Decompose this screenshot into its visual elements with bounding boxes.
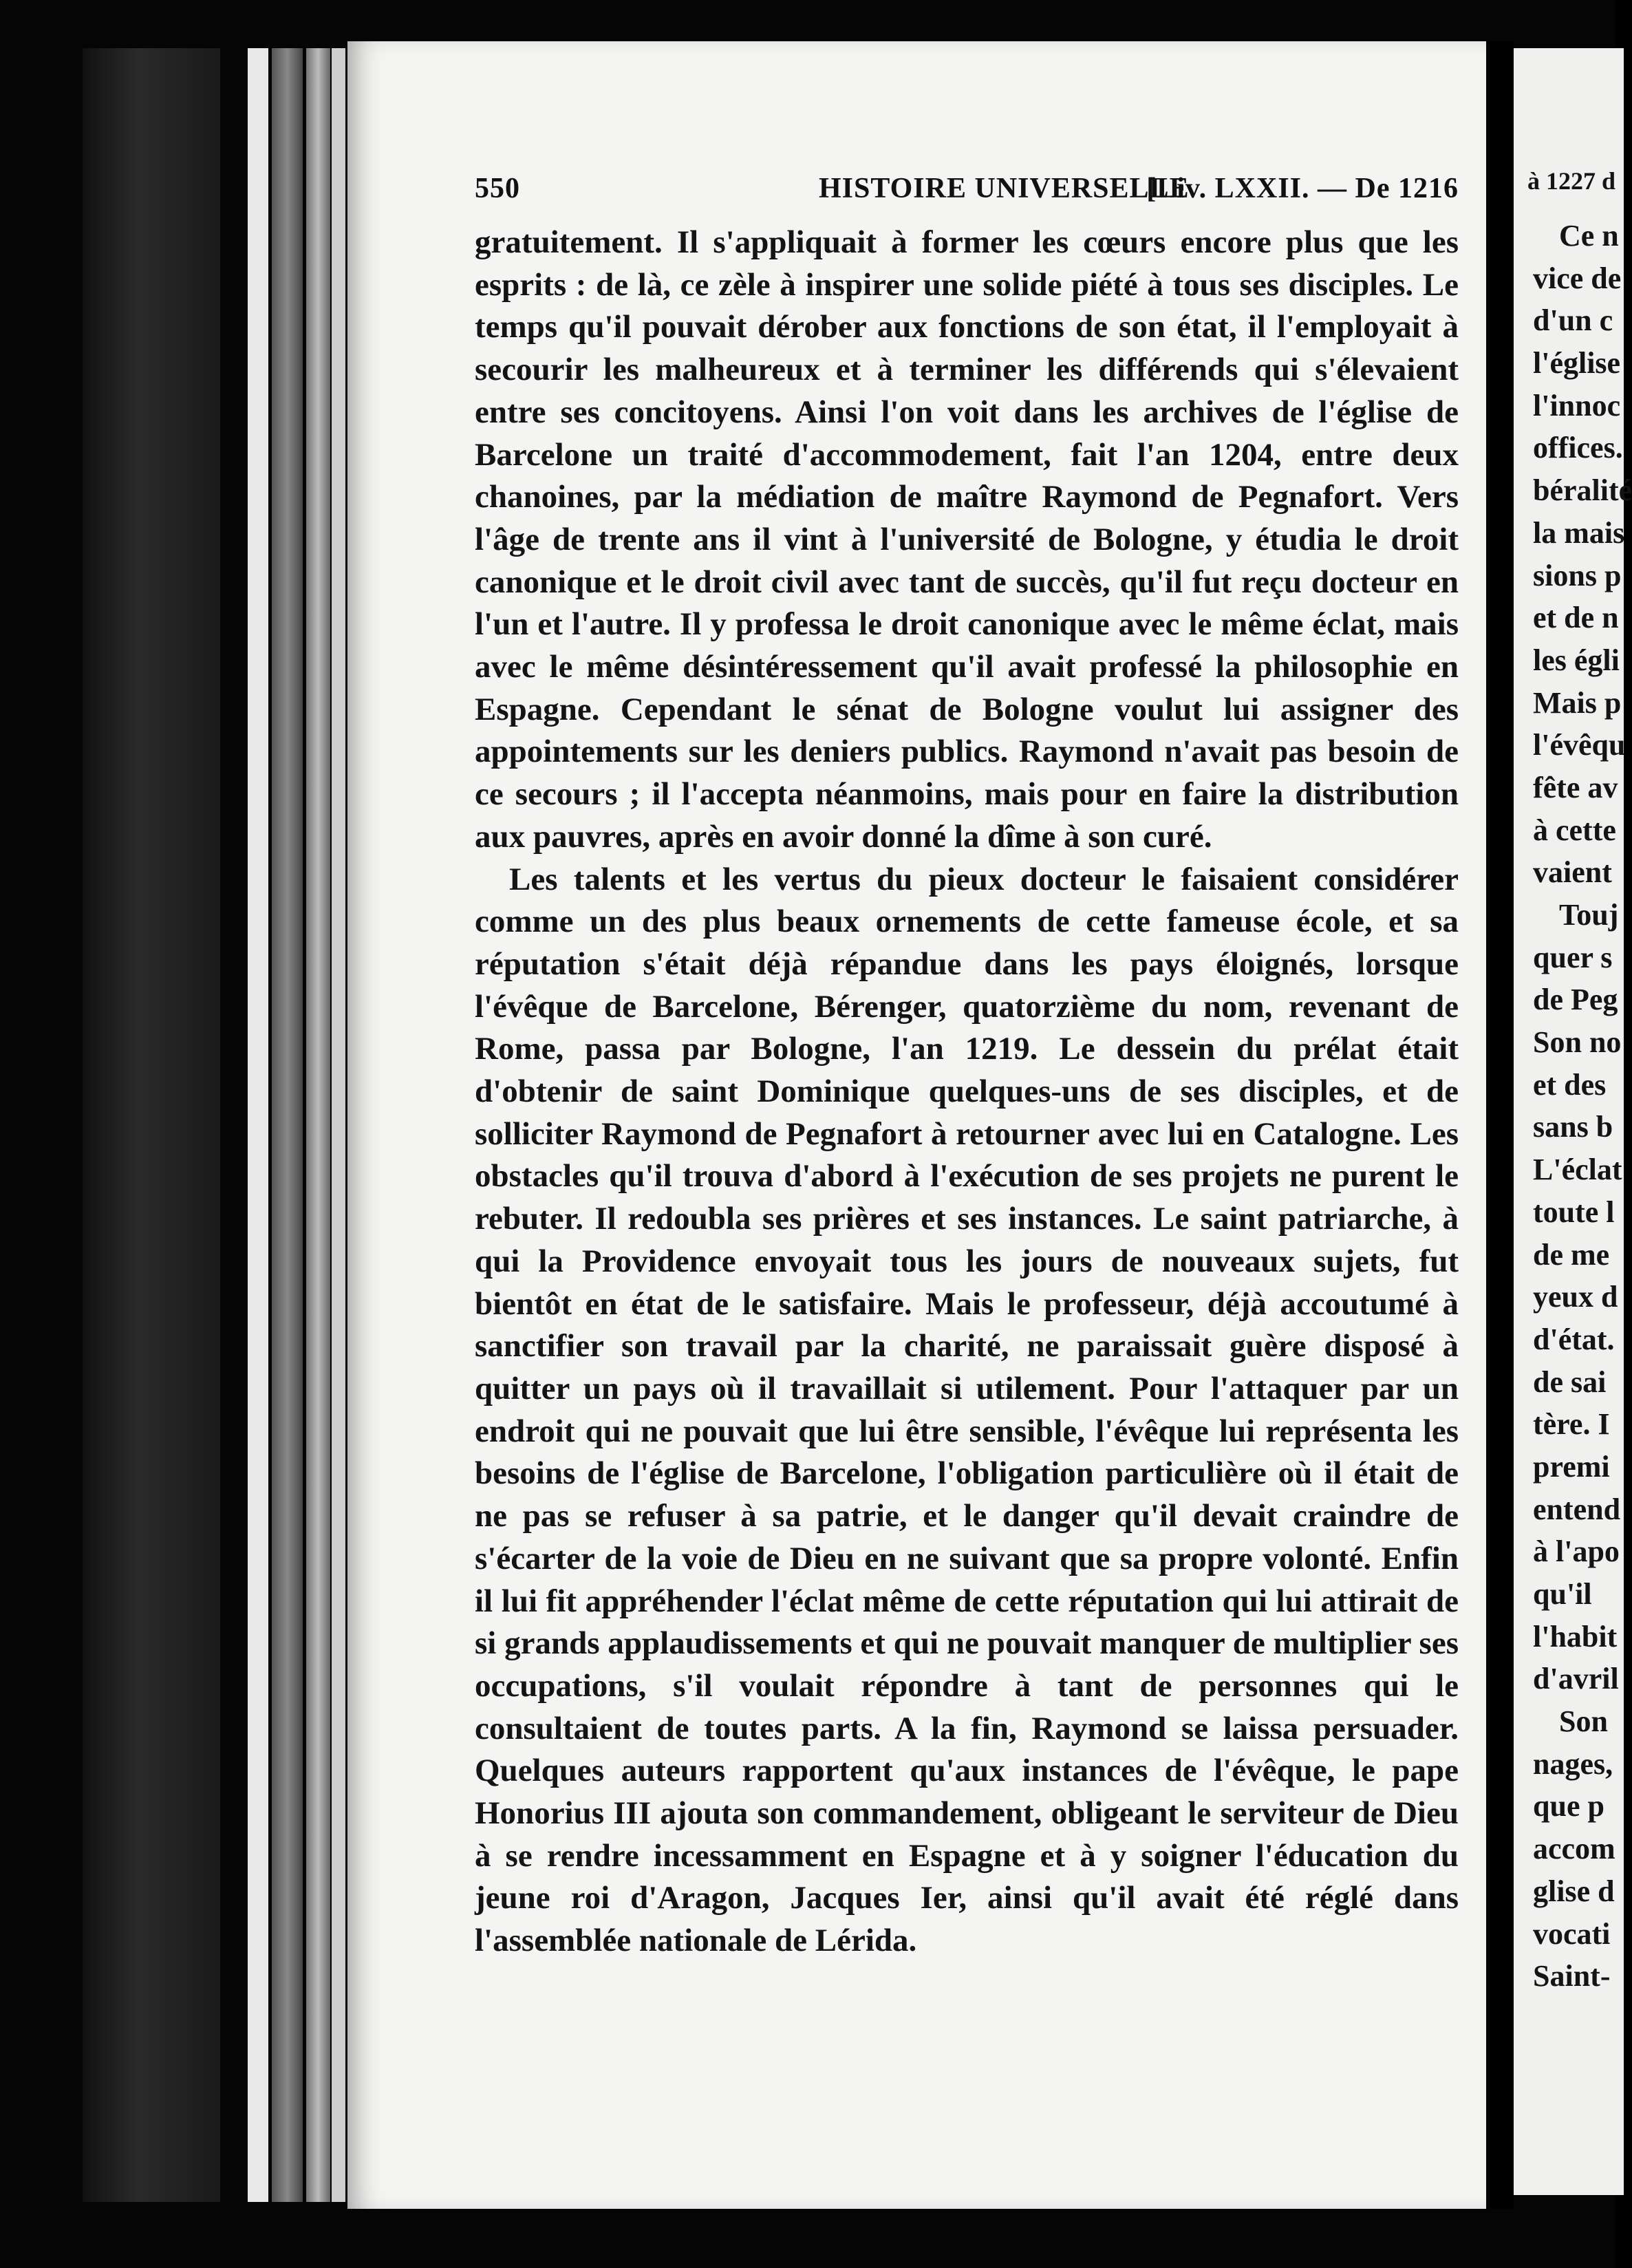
right-page-line: Son no [1533,1025,1622,1060]
page-number: 550 [475,173,520,204]
running-title: HISTOIRE UNIVERSELLE [819,173,1190,204]
right-page-line: de me [1533,1237,1610,1272]
right-page-line: sions p [1533,558,1622,592]
right-page-line: fête av [1533,770,1618,804]
right-page-header: à 1227 d [1527,167,1616,195]
right-page-line: l'église [1533,346,1621,381]
right-page-fragment [1514,48,1632,2195]
page-edge-stripe [306,48,330,2202]
paragraph: Les talents et les vertus du pieux docteur le faisaient considérer comme un des plus beaux ornements de cette fameuse école, et sa réputation s'était déjà répandue dans les pays éloignés, lorsque l'évêque de Barcelone, Bérenger, quatorzième du nom, revenant de Rome, passa par Bologne, l'an 1219. Le dessein du prélat était d'obtenir de saint Dominique quelques-uns de ses disciples, et de solliciter Raymond de Pegnafort à retourner avec lui en Catalogne. Les obstacles qu'il trouva d'abord à l'exécution de ses projets ne purent le rebuter. Il redoubla ses prières et ses instances. Le saint patriarche, à qui la Providence envoyait tous les jours de nouveaux sujets, fut bientôt en état de le satisfaire. Mais le professeur, déjà accoutumé à sanctifier son travail par la charité, ne paraissait guère disposé à quitter un pays où il travaillait si utilement. Pour l'attaquer par un endroit qui ne pouvait que lui être sensible, l'évêque lui représenta les besoins de l'église de Barcelone, l'obligation particulière où il était de ne pas se refuser à sa patrie, et le danger qu'il devait craindre de s'écarter de la voie de Dieu en ne suivant que sa propre volonté. Enfin il lui fit appréhender l'éclat même de cette réputation qui lui attirait de si grands applaudissements et qui ne pouvait manquer de multiplier ses occupations, s'il voulait répondre à tant de personnes qui le consultaient de toutes parts. A la fin, Raymond se laissa persuader. Quelques auteurs rapportent qu'aux instances de l'évêque, le pape Honorius III ajouta son commandement, obligeant le serviteur de Dieu à se rendre incessamment en Espagne et à y soigner l'éducation du jeune roi d'Aragon, Jacques Ier, ainsi qu'il avait été réglé dans l'assemblée nationale de Lérida. [475,861,1459,1959]
right-page-line: sans b [1533,1110,1613,1144]
right-page-line: vocati [1533,1916,1611,1951]
right-page-line: d'avril [1533,1662,1619,1696]
right-page-line: L'éclat [1533,1153,1622,1187]
right-page-line: yeux d [1533,1280,1618,1314]
page-edge-stripe [272,48,303,2202]
right-page-line: qu'il [1533,1577,1592,1611]
right-page-line: Son [1559,1704,1608,1739]
right-page-line: premi [1533,1449,1610,1484]
right-page-line: l'évêqu [1533,728,1626,762]
paragraph: gratuitement. Il s'appliquait à former les cœurs encore plus que les esprits : de là, ce zèle à inspirer une solide piété à tous ses disciples. Le temps qu'il pouvait dérober aux fonctions de son état, il l'employait à secourir les malheureux et à terminer les différends qui s'élevaient entre ses concitoyens. Ainsi l'on voit dans les archives de l'église de Barcelone un traité d'accommodement, fait l'an 1204, entre deux chanoines, par la médiation de maître Raymond de Pegnafort. Vers l'âge de trente ans il vint à l'université de Bologne, y étudia le droit canonique et le droit civil avec tant de succès, qu'il fut reçu docteur en l'un et l'autre. Il y professa le droit canonique avec le même éclat, mais avec le même désintéressement qu'il avait professé la philosophie en Espagne. Cependant le sénat de Bologne voulut lui assigner des appointements sur les deniers publics. Raymond n'avait pas besoin de ce secours ; il l'accepta néanmoins, mais pour en faire la distribution aux pauvres, après en avoir donné la dîme à son curé. [475,224,1459,855]
right-page-line: les égli [1533,643,1620,677]
book-edge-shadow [83,48,220,2202]
right-page-line: accom [1533,1832,1615,1866]
right-page-line: béralité [1533,473,1632,508]
gutter [1490,41,1514,2209]
right-page-line: Saint- [1533,1959,1611,1993]
page-header [475,172,1459,213]
right-page-line: l'innoc [1533,388,1621,422]
right-page-line: l'habit [1533,1619,1618,1654]
right-page-line: de Peg [1533,983,1618,1017]
right-page-line: d'état. [1533,1322,1615,1356]
right-page-line: offices. [1533,431,1623,465]
right-page-line: à l'apo [1533,1534,1620,1569]
right-page-line: entend [1533,1492,1621,1526]
left-page [347,41,1486,2209]
right-page-line: Mais p [1533,685,1622,720]
right-page-line: que p [1533,1789,1604,1823]
right-page-line: à cette [1533,813,1616,847]
page-edge-stripe [248,48,268,2202]
right-page-line: Touj [1559,898,1619,932]
body-text [475,222,1459,1962]
right-page-line: tère. I [1533,1407,1610,1442]
right-page-line: vaient [1533,855,1612,890]
right-page-line: quer s [1533,940,1613,974]
section-reference: [Liv. LXXII. — De 1216 [1146,173,1459,204]
right-page-line: et de n [1533,601,1619,635]
right-page-line: de sai [1533,1365,1607,1399]
right-page-line: toute l [1533,1195,1615,1229]
right-page-line: Ce n [1559,219,1619,253]
right-page-lines [1533,215,1632,1998]
right-page-line: la mais [1533,515,1625,550]
right-page-line: nages, [1533,1746,1613,1781]
right-page-line: et des [1533,1067,1607,1102]
right-page-line: glise d [1533,1874,1615,1908]
page-edge-stripe [332,48,345,2202]
right-page-line: vice de [1533,261,1622,295]
right-page-line: d'un c [1533,303,1613,338]
